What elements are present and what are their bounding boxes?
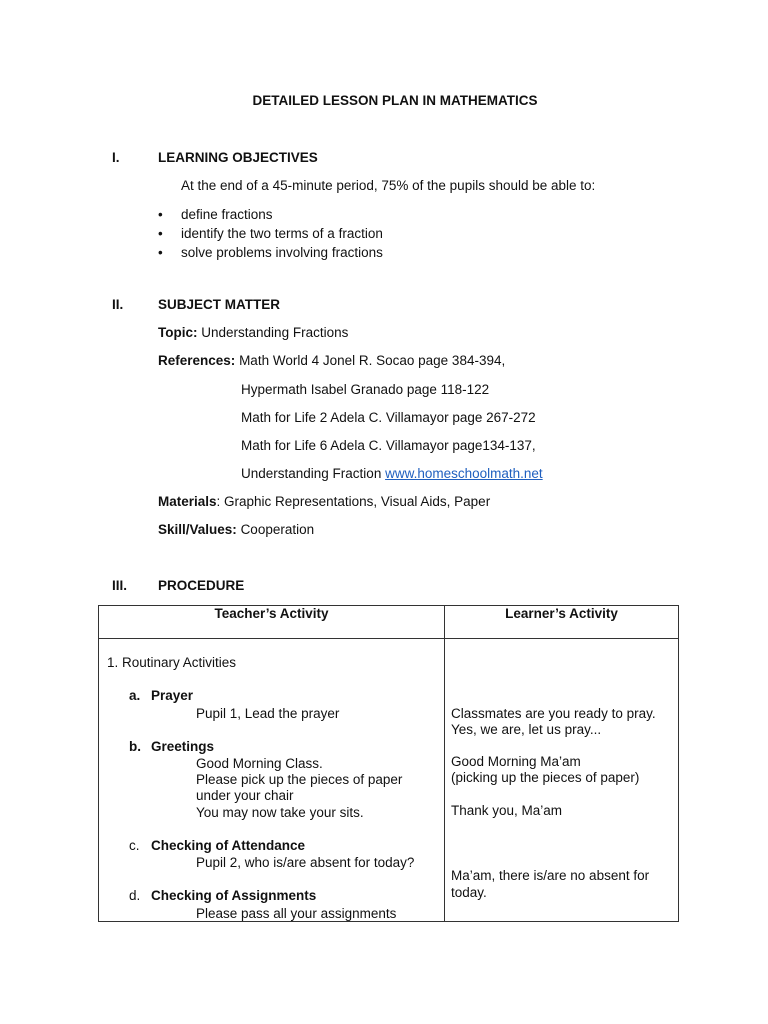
routinary-activities: 1. Routinary Activities	[107, 655, 237, 670]
objective-item: solve problems involving fractions	[181, 245, 383, 260]
reference-item: Hypermath Isabel Granado page 118-122	[241, 382, 490, 397]
learner-line: (picking up the pieces of paper)	[451, 770, 640, 785]
objectives-intro: At the end of a 45-minute period, 75% of the pupils should be able to:	[181, 178, 596, 193]
skills-line	[158, 522, 314, 537]
learner-line: Classmates are you ready to pray.	[451, 706, 656, 721]
greetings-line: You may now take your sits.	[196, 805, 364, 820]
greetings-title: Greetings	[151, 739, 215, 754]
section-3-numeral: III.	[112, 578, 128, 593]
greetings-line: under your chair	[196, 788, 294, 803]
references-line	[158, 353, 505, 368]
section-1-numeral: I.	[112, 150, 120, 165]
reference-link-prefix: Understanding Fraction	[241, 466, 386, 481]
materials-value: : Graphic Representations, Visual Aids, Paper	[216, 494, 491, 509]
assignments-title: Checking of Assignments	[151, 888, 317, 903]
table-row	[99, 639, 679, 922]
topic-line	[158, 325, 348, 340]
learner-line: Yes, we are, let us pray...	[451, 722, 602, 737]
prayer-title: Prayer	[151, 688, 194, 703]
references-label: References:	[158, 353, 236, 368]
objective-item: define fractions	[181, 207, 273, 222]
skills-value: Cooperation	[240, 522, 315, 537]
topic-label: Topic:	[158, 325, 198, 340]
section-3-heading: PROCEDURE	[158, 578, 245, 593]
bullet-icon: •	[158, 207, 163, 222]
item-b-label: b.	[129, 739, 141, 754]
learner-line: Ma’am, there is/are no absent for	[451, 868, 650, 883]
learner-line: today.	[451, 885, 487, 900]
learner-activity-cell	[445, 639, 679, 922]
learner-line: Good Morning Ma’am	[451, 754, 581, 769]
assignments-line: Please pass all your assignments	[196, 906, 397, 921]
reference-item: Math for Life 2 Adela C. Villamayor page 267-272	[241, 410, 536, 425]
materials-line	[158, 494, 490, 509]
reference-item: Math for Life 6 Adela C. Villamayor page134-137,	[241, 438, 536, 453]
procedure-table	[98, 605, 679, 922]
learner-activity-header: Learner’s Activity	[445, 606, 679, 639]
item-d-label: d.	[129, 888, 141, 903]
objective-item: identify the two terms of a fraction	[181, 226, 383, 241]
section-1-heading: LEARNING OBJECTIVES	[158, 150, 318, 165]
section-2-heading: SUBJECT MATTER	[158, 297, 281, 312]
homeschoolmath-link[interactable]: www.homeschoolmath.net	[385, 466, 543, 481]
prayer-line: Pupil 1, Lead the prayer	[196, 706, 340, 721]
section-2-numeral: II.	[112, 297, 124, 312]
attendance-title: Checking of Attendance	[151, 838, 306, 853]
item-a-label: a.	[129, 688, 141, 703]
document-title: DETAILED LESSON PLAN IN MATHEMATICS	[252, 93, 538, 108]
materials-label: Materials	[158, 494, 217, 509]
bullet-icon: •	[158, 226, 163, 241]
greetings-line: Good Morning Class.	[196, 756, 323, 771]
item-c-label: c.	[129, 838, 140, 853]
reference-link-line	[241, 466, 543, 481]
topic-value: Understanding Fractions	[201, 325, 349, 340]
table-header-row	[99, 606, 679, 639]
learner-line: Thank you, Ma’am	[451, 803, 563, 818]
greetings-line: Please pick up the pieces of paper	[196, 772, 403, 787]
skills-label: Skill/Values:	[158, 522, 237, 537]
reference-item: Math World 4 Jonel R. Socao page 384-394,	[239, 353, 506, 368]
teacher-activity-cell	[99, 639, 445, 922]
teacher-activity-header: Teacher’s Activity	[99, 606, 445, 639]
bullet-icon: •	[158, 245, 163, 260]
attendance-line: Pupil 2, who is/are absent for today?	[196, 855, 415, 870]
